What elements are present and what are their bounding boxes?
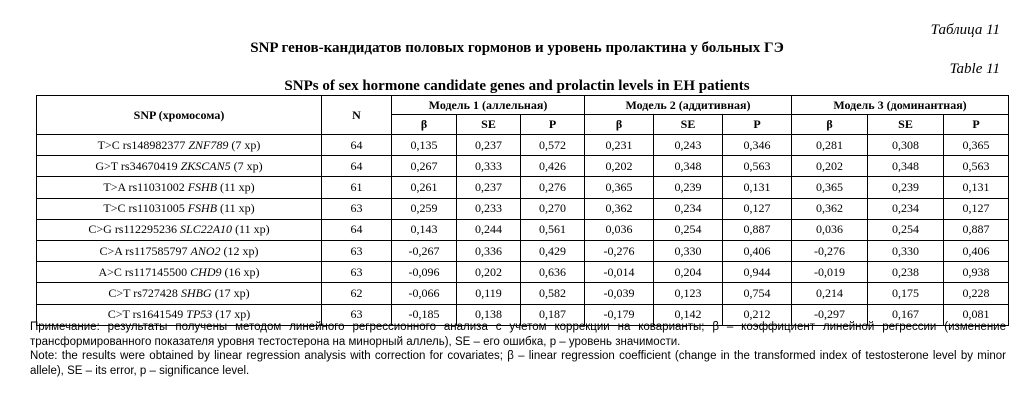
cell-model-2-p: 0,406 [723, 240, 792, 261]
cell-model-1-p: 0,636 [521, 262, 585, 283]
cell-model-3-beta: -0,297 [792, 304, 868, 325]
gene-name: ZKSCAN5 [180, 158, 231, 173]
cell-model-1-p: 0,429 [521, 240, 585, 261]
cell-model-1-beta: -0,066 [392, 283, 457, 304]
table-number-en: Table 11 [949, 61, 1000, 77]
cell-model-1-beta: 0,143 [392, 219, 457, 240]
gene-name: ZNF789 [188, 137, 229, 152]
cell-model-2-se: 0,234 [654, 198, 723, 219]
cell-model-2-se: 0,142 [654, 304, 723, 325]
snp-id: G>T rs34670419 [95, 158, 181, 173]
gene-name: FSHB [187, 201, 218, 216]
cell-model-3-p: 0,127 [944, 198, 1009, 219]
cell-model-1-p: 0,561 [521, 219, 585, 240]
cell-model-1-beta: 0,259 [392, 198, 457, 219]
cell-model-2-se: 0,254 [654, 219, 723, 240]
table-row [37, 156, 1009, 177]
header-beta: β [585, 115, 654, 135]
cell-model-3-beta: 0,036 [792, 219, 868, 240]
cell-model-1-se: 0,233 [457, 198, 521, 219]
header-p: P [521, 115, 585, 135]
cell-snp [37, 262, 322, 283]
cell-n: 61 [322, 177, 392, 198]
cell-n: 64 [322, 156, 392, 177]
cell-model-2-p: 0,754 [723, 283, 792, 304]
cell-model-2-p: 0,887 [723, 219, 792, 240]
cell-model-3-beta: -0,276 [792, 240, 868, 261]
cell-snp [37, 177, 322, 198]
snp-id: T>A rs11031002 [103, 179, 188, 194]
cell-model-1-p: 0,270 [521, 198, 585, 219]
snp-id: C>T rs727428 [108, 285, 181, 300]
table-title-en: SNPs of sex hormone candidate genes and prolactin levels in EH patients [284, 78, 750, 94]
cell-n: 63 [322, 240, 392, 261]
gene-name: CHD9 [190, 264, 222, 279]
cell-model-3-p: 0,563 [944, 156, 1009, 177]
cell-model-1-beta: -0,096 [392, 262, 457, 283]
cell-snp [37, 135, 322, 156]
cell-model-2-se: 0,239 [654, 177, 723, 198]
snp-id: T>C rs148982377 [97, 137, 189, 152]
cell-model-3-beta: 0,202 [792, 156, 868, 177]
cell-snp [37, 283, 322, 304]
cell-snp [37, 219, 322, 240]
cell-model-2-p: 0,944 [723, 262, 792, 283]
table-note [30, 320, 1006, 378]
cell-model-2-beta: 0,362 [585, 198, 654, 219]
cell-model-1-se: 0,237 [457, 177, 521, 198]
cell-model-2-beta: -0,179 [585, 304, 654, 325]
table-body [37, 135, 1009, 326]
cell-snp [37, 240, 322, 261]
chromosome: (16 хр) [221, 264, 260, 279]
table-row [37, 240, 1009, 261]
chromosome: (12 хр) [220, 243, 259, 258]
cell-model-3-p: 0,365 [944, 135, 1009, 156]
cell-model-1-p: 0,572 [521, 135, 585, 156]
cell-model-2-beta: -0,276 [585, 240, 654, 261]
cell-model-3-se: 0,238 [868, 262, 944, 283]
cell-model-3-beta: -0,019 [792, 262, 868, 283]
chromosome: (7 хр) [228, 137, 261, 152]
cell-model-2-se: 0,204 [654, 262, 723, 283]
header-snp: SNP (хромосома) [37, 96, 322, 135]
snp-id: C>T rs1641549 [107, 307, 187, 322]
cell-model-1-se: 0,336 [457, 240, 521, 261]
cell-model-2-se: 0,330 [654, 240, 723, 261]
table-title-ru: SNP генов-кандидатов половых гормонов и уровень пролактина у больных ГЭ [250, 40, 784, 56]
gene-name: TP53 [186, 307, 213, 322]
cell-model-2-se: 0,123 [654, 283, 723, 304]
cell-model-3-p: 0,406 [944, 240, 1009, 261]
header-model-2: Модель 2 (аддитивная) [585, 96, 792, 115]
cell-model-1-se: 0,237 [457, 135, 521, 156]
cell-model-2-beta: 0,202 [585, 156, 654, 177]
chromosome: (11 хр) [232, 222, 270, 237]
cell-n: 63 [322, 262, 392, 283]
snp-id: C>G rs112295236 [88, 222, 181, 237]
gene-name: ANO2 [190, 243, 221, 258]
gene-name: SHBG [180, 285, 212, 300]
cell-model-2-se: 0,348 [654, 156, 723, 177]
cell-model-2-p: 0,563 [723, 156, 792, 177]
cell-n: 63 [322, 198, 392, 219]
table-row [37, 198, 1009, 219]
cell-model-3-se: 0,254 [868, 219, 944, 240]
cell-snp [37, 198, 322, 219]
chromosome: (17 хр) [211, 285, 250, 300]
table-number-ru: Таблица 11 [930, 22, 1000, 38]
cell-model-3-beta: 0,362 [792, 198, 868, 219]
gene-name: FSHB [187, 179, 218, 194]
cell-model-1-p: 0,187 [521, 304, 585, 325]
cell-model-3-se: 0,330 [868, 240, 944, 261]
results-table [36, 95, 1009, 326]
table-row [37, 262, 1009, 283]
table-row [37, 135, 1009, 156]
cell-model-3-se: 0,167 [868, 304, 944, 325]
cell-model-1-p: 0,426 [521, 156, 585, 177]
cell-model-1-se: 0,333 [457, 156, 521, 177]
header-se: SE [457, 115, 521, 135]
cell-model-1-se: 0,119 [457, 283, 521, 304]
header-model-1: Модель 1 (аллельная) [392, 96, 585, 115]
cell-model-3-se: 0,348 [868, 156, 944, 177]
table-row [37, 177, 1009, 198]
cell-model-3-p: 0,228 [944, 283, 1009, 304]
cell-model-1-p: 0,276 [521, 177, 585, 198]
snp-id: T>C rs11031005 [103, 201, 188, 216]
note-ru: Примечание: результаты получены методом линейного регрессионного анализа с учетом коррекции на коварианты; β – коэффициент линейной регрессии (изменение трансформированного показателя уровня тестостерона на минорный аллель), SE – его ошибка, p – уровень значимости. [30, 321, 1006, 348]
cell-model-1-beta: -0,185 [392, 304, 457, 325]
gene-name: SLC22A10 [180, 222, 233, 237]
cell-model-3-se: 0,175 [868, 283, 944, 304]
cell-model-2-p: 0,127 [723, 198, 792, 219]
cell-model-2-beta: 0,231 [585, 135, 654, 156]
header-n: N [322, 96, 392, 135]
cell-model-3-p: 0,131 [944, 177, 1009, 198]
cell-model-3-p: 0,887 [944, 219, 1009, 240]
cell-model-3-se: 0,308 [868, 135, 944, 156]
header-beta: β [392, 115, 457, 135]
cell-model-1-se: 0,244 [457, 219, 521, 240]
cell-model-2-beta: 0,036 [585, 219, 654, 240]
cell-n: 62 [322, 283, 392, 304]
cell-model-1-beta: 0,267 [392, 156, 457, 177]
cell-model-2-p: 0,212 [723, 304, 792, 325]
cell-n: 64 [322, 219, 392, 240]
cell-model-1-beta: 0,135 [392, 135, 457, 156]
cell-model-3-beta: 0,281 [792, 135, 868, 156]
header-model-3: Модель 3 (доминантная) [792, 96, 1009, 115]
cell-model-3-beta: 0,214 [792, 283, 868, 304]
cell-model-1-beta: -0,267 [392, 240, 457, 261]
snp-id: A>C rs117145500 [98, 264, 191, 279]
header-p: P [723, 115, 792, 135]
cell-model-2-beta: -0,039 [585, 283, 654, 304]
table-row [37, 219, 1009, 240]
cell-model-3-se: 0,234 [868, 198, 944, 219]
chromosome: (17 хр) [212, 307, 251, 322]
cell-snp [37, 156, 322, 177]
table-row [37, 283, 1009, 304]
header-se: SE [654, 115, 723, 135]
cell-model-2-beta: 0,365 [585, 177, 654, 198]
cell-model-2-se: 0,243 [654, 135, 723, 156]
cell-model-2-p: 0,346 [723, 135, 792, 156]
header-beta: β [792, 115, 868, 135]
cell-model-2-p: 0,131 [723, 177, 792, 198]
note-en: Note: the results were obtained by linear regression analysis with correction for covariates; β – linear regression coefficient (change in the transformed index of testosterone level by minor allele), SE – its error, p – significance level. [30, 350, 1006, 377]
cell-model-3-p: 0,938 [944, 262, 1009, 283]
cell-model-3-p: 0,081 [944, 304, 1009, 325]
chromosome: (11 хр) [217, 179, 255, 194]
cell-n: 64 [322, 135, 392, 156]
chromosome: (11 хр) [217, 201, 255, 216]
cell-model-1-se: 0,138 [457, 304, 521, 325]
cell-n: 63 [322, 304, 392, 325]
cell-model-1-p: 0,582 [521, 283, 585, 304]
cell-model-3-beta: 0,365 [792, 177, 868, 198]
cell-model-2-beta: -0,014 [585, 262, 654, 283]
snp-id: C>A rs117585797 [99, 243, 191, 258]
header-p: P [944, 115, 1009, 135]
cell-model-3-se: 0,239 [868, 177, 944, 198]
cell-model-1-beta: 0,261 [392, 177, 457, 198]
chromosome: (7 хр) [230, 158, 263, 173]
header-se: SE [868, 115, 944, 135]
cell-model-1-se: 0,202 [457, 262, 521, 283]
